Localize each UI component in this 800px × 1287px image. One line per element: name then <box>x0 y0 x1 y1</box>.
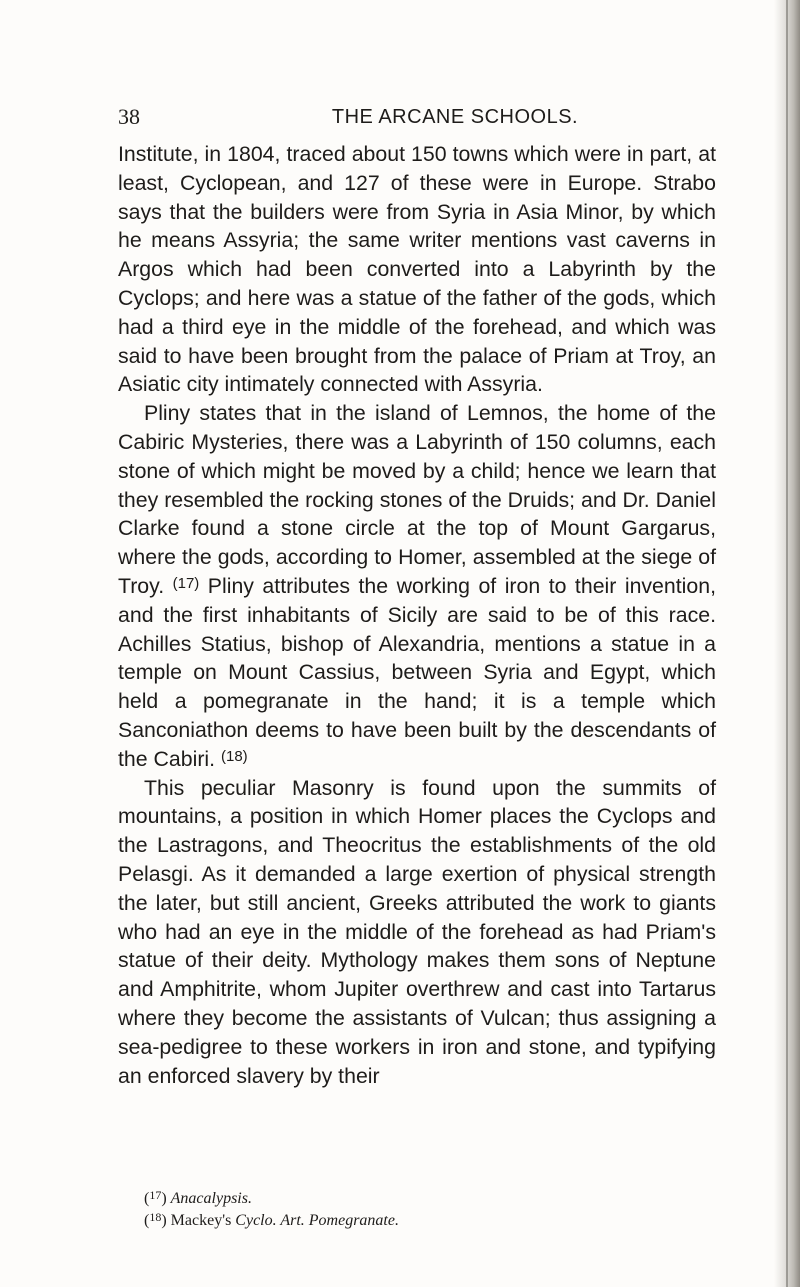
footnote-title: Anacalypsis. <box>170 1190 252 1207</box>
body-text <box>118 140 716 1090</box>
footnote-17: ($^{17}$) Anacalypsis. <box>144 1188 252 1207</box>
footnote-number: 17 <box>149 1188 162 1202</box>
paragraph-3-text: This peculiar Masonry is found upon the summits of mountains, a position in which Homer places the Cyclops and the Lastragons, and Theocritus the establishments of the old Pelasgi. As it demanded a large exertion of physical strength the later, but still ancient, Greeks attributed the work to giants who had an eye in the middle of the forehead as had Priam's statue of their deity. Mythology makes them sons of Neptune and Amphitrite, whom Jupiter overthrew and cast into Tartarus where they become the assistants of Vulcan; thus assigning a sea-pedigree to these workers in iron and stone, and typifying an enforced slavery by their <box>118 775 716 1088</box>
paragraph-1 <box>118 140 716 399</box>
paragraph-2 <box>118 399 716 773</box>
paragraph-2-text-before: Pliny states that in the island of Lemnos, the home of the Cabiric Mysteries, there was a Labyrinth of 150 columns, each stone of which might be moved by a child; hence we learn that they resembled the rocking stones of the Druids; and Dr. Daniel Clarke found a stone circle at the top of Mount Gargarus, where the gods, according to Homer, assembled at the siege of Troy. <box>118 401 716 598</box>
page-number: 38 <box>118 104 140 129</box>
running-head: THE ARCANE SCHOOLS. <box>331 106 579 128</box>
paragraph-2-text-middle: Pliny attributes the working of iron to their invention, and the first inhabitants of Sicily are said to be of this race. Achilles Statius, bishop of Alexandria, mentions a statue in a temple on Mount Cassius, between Syria and Egypt, which held a pomegranate in the hand; it is a temple which Sanconiathon deems to have been built by the descendants of the Cabiri. <box>118 573 717 771</box>
footnote-ref-18: (18) <box>221 747 248 765</box>
page-header <box>118 104 718 134</box>
footnote-ref-17: (17) <box>172 574 200 592</box>
footnote-number: 18 <box>149 1210 162 1224</box>
footnote-18: ($^{18}$) Mackey's Cyclo. Art. Pomegranate. <box>144 1210 399 1229</box>
footnotes <box>144 1188 704 1232</box>
footnote-title: Cyclo. Art. Pomegranate. <box>235 1212 399 1229</box>
paragraph-3 <box>118 774 716 1091</box>
footnote-author: Mackey's <box>170 1212 232 1229</box>
paragraph-1-text: Institute, in 1804, traced about 150 towns which were in part, at least, Cyclopean, and 127 of these were in Europe. Strabo says that the builders were from Syria in Asia Minor, by which he means Assyria; the same writer mentions vast caverns in Argos which had been converted into a Labyrinth by the Cyclops; and here was a statue of the father of the gods, which had a third eye in the middle of the forehead, and which was said to have been brought from the palace of Priam at Troy, an Asiatic city intimately connected with Assyria. <box>118 142 716 397</box>
page-binding-line <box>786 0 788 1287</box>
